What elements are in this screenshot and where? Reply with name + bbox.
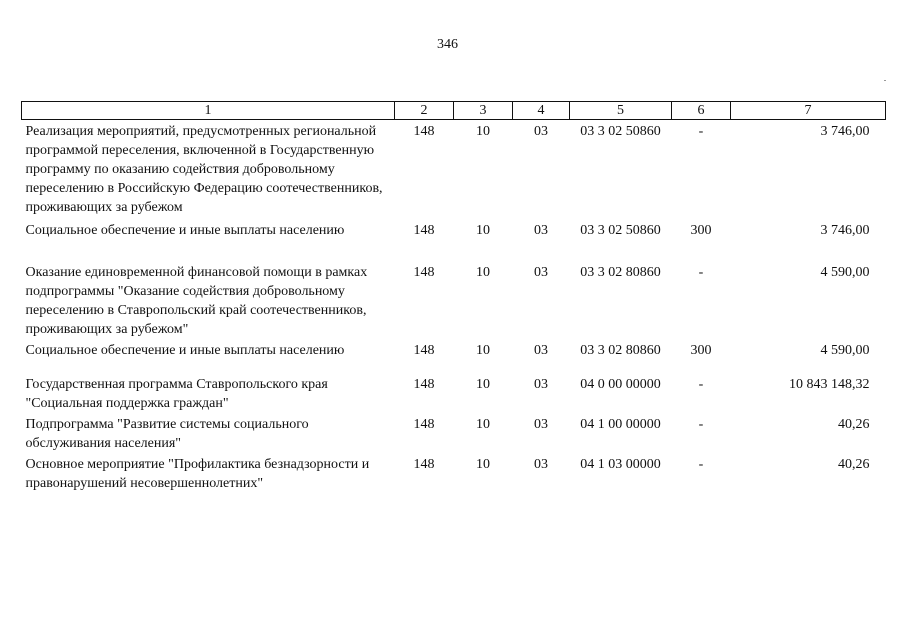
row-rz: 10	[476, 265, 490, 280]
row-vr: -	[698, 265, 704, 280]
row-pr: 03	[534, 223, 548, 238]
table-row	[22, 120, 886, 220]
row-csr: 03 3 02 80860	[580, 343, 661, 358]
row-rz: 10	[476, 124, 490, 139]
header-row	[22, 102, 886, 120]
row-amount: 4 590,00	[820, 265, 870, 280]
table-row	[22, 373, 886, 413]
row-ved: 148	[413, 457, 435, 472]
row-vr: -	[698, 124, 704, 139]
row-ved: 148	[413, 265, 435, 280]
column-header-1: 1	[22, 102, 395, 120]
row-amount: 40,26	[838, 457, 870, 472]
row-amount: 3 746,00	[820, 124, 870, 139]
row-vr: 300	[690, 223, 712, 238]
row-name: Основное мероприятие "Профилактика безнадзорности и правонарушений несовершеннолетних"	[25, 457, 370, 491]
row-spacer	[22, 240, 886, 261]
row-csr: 04 1 00 00000	[580, 417, 661, 432]
row-vr: -	[698, 417, 704, 432]
row-csr: 03 3 02 50860	[580, 223, 661, 238]
row-rz: 10	[476, 417, 490, 432]
row-vr: -	[698, 377, 704, 392]
row-ved: 148	[413, 377, 435, 392]
row-pr: 03	[534, 124, 548, 139]
row-ved: 148	[413, 223, 435, 238]
column-header-7: 7	[731, 102, 886, 120]
row-name: Социальное обеспечение и иные выплаты населению	[25, 343, 345, 358]
row-name: Реализация мероприятий, предусмотренных региональной программой переселения, включенной в Государственную программу по оказанию содействия добровольному переселению в Российскую Федерацию соотечественников, проживающих за рубежом	[25, 124, 383, 215]
row-ved: 148	[413, 343, 435, 358]
row-name: Государственная программа Ставропольского края "Социальная поддержка граждан"	[25, 377, 328, 411]
page-number: 346	[437, 37, 458, 52]
row-vr: 300	[690, 343, 712, 358]
column-header-3: 3	[454, 102, 513, 120]
row-pr: 03	[534, 343, 548, 358]
row-spacer	[22, 360, 886, 373]
row-vr: -	[698, 457, 704, 472]
row-ved: 148	[413, 124, 435, 139]
row-amount: 4 590,00	[820, 343, 870, 358]
row-rz: 10	[476, 457, 490, 472]
row-pr: 03	[534, 377, 548, 392]
column-header-6: 6	[672, 102, 731, 120]
row-csr: 03 3 02 50860	[580, 124, 661, 139]
row-amount: 40,26	[838, 417, 870, 432]
column-header-5: 5	[570, 102, 672, 120]
budget-table	[21, 101, 886, 493]
column-header-2: 2	[395, 102, 454, 120]
row-pr: 03	[534, 417, 548, 432]
row-csr: 04 1 03 00000	[580, 457, 661, 472]
table-row	[22, 219, 886, 240]
row-csr: 03 3 02 80860	[580, 265, 661, 280]
scan-artifact	[884, 80, 886, 81]
row-amount: 3 746,00	[820, 223, 870, 238]
table-row	[22, 339, 886, 360]
row-name: Оказание единовременной финансовой помощи в рамках подпрограммы "Оказание содействия добровольному переселению в Ставропольский край соотечественников, проживающих за рубежом"	[25, 265, 368, 337]
row-name: Подпрограмма "Развитие системы социального обслуживания населения"	[25, 417, 309, 451]
table-body	[22, 120, 886, 494]
row-csr: 04 0 00 00000	[580, 377, 661, 392]
row-pr: 03	[534, 457, 548, 472]
column-header-4: 4	[513, 102, 570, 120]
table-row	[22, 261, 886, 339]
table-header	[22, 102, 886, 120]
row-name: Социальное обеспечение и иные выплаты населению	[25, 223, 345, 238]
row-rz: 10	[476, 223, 490, 238]
table-row	[22, 413, 886, 453]
row-ved: 148	[413, 417, 435, 432]
row-pr: 03	[534, 265, 548, 280]
row-amount: 10 843 148,32	[789, 377, 870, 392]
table-row	[22, 453, 886, 493]
row-rz: 10	[476, 377, 490, 392]
row-rz: 10	[476, 343, 490, 358]
